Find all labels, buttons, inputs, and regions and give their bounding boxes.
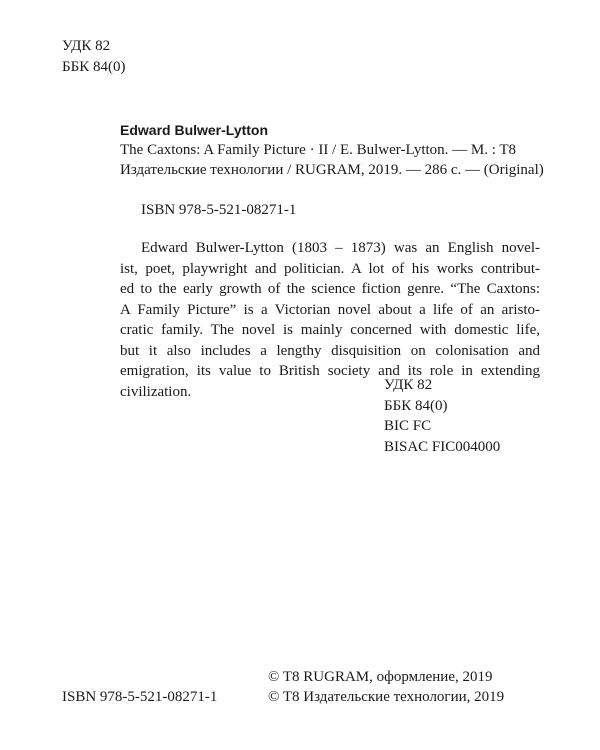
description-line: ed to the early growth of the science fiction genre. “The Caxtons: [120,281,540,297]
description-line: ist, poet, playwright and politician. A lot of his works contribut- [120,260,540,277]
top-classification [62,36,125,78]
description-line: civilization. [120,383,192,400]
biblio-line-1: The Caxtons: A Family Picture · II / E. Bulwer-Lytton. — M. : T8 [120,142,517,158]
biblio-isbn: ISBN 978-5-521-08271-1 [141,202,297,218]
description-line: emigration, its value to British society and its role in extending [120,363,540,379]
bbk-code: ББК 84(0) [384,397,448,414]
bisac-code: BISAC FIC004000 [384,438,501,455]
biblio-line-2: Издательские технологии / RUGRAM, 2019. — 286 с. — (Original) [120,162,544,178]
udk-code: УДК 82 [62,38,111,54]
bbk-code: ББК 84(0) [62,59,126,75]
bibliographic-record [120,120,544,220]
copyright-publisher: © T8 Издательские технологии, 2019 [268,689,505,705]
udk-code: УДК 82 [384,377,433,393]
description-line: A Family Picture” is a Victorian novel about a life of an aristo- [120,301,540,318]
description-line: cratic family. The novel is mainly concerned with domestic life, [120,322,540,338]
footer-isbn: ISBN 978-5-521-08271-1 [62,689,218,705]
right-classification [384,375,500,457]
bic-code: BIC FC [384,418,432,434]
copyright-notices [268,667,504,707]
description-line: Edward Bulwer-Lytton (1803 – 1873) was an English novel- [141,240,540,256]
author-name: Edward Bulwer-Lytton [120,122,269,138]
description-line: but it also includes a lengthy disquisition on colonisation and [120,342,540,359]
copyright-design: © T8 RUGRAM, оформление, 2019 [268,669,493,685]
